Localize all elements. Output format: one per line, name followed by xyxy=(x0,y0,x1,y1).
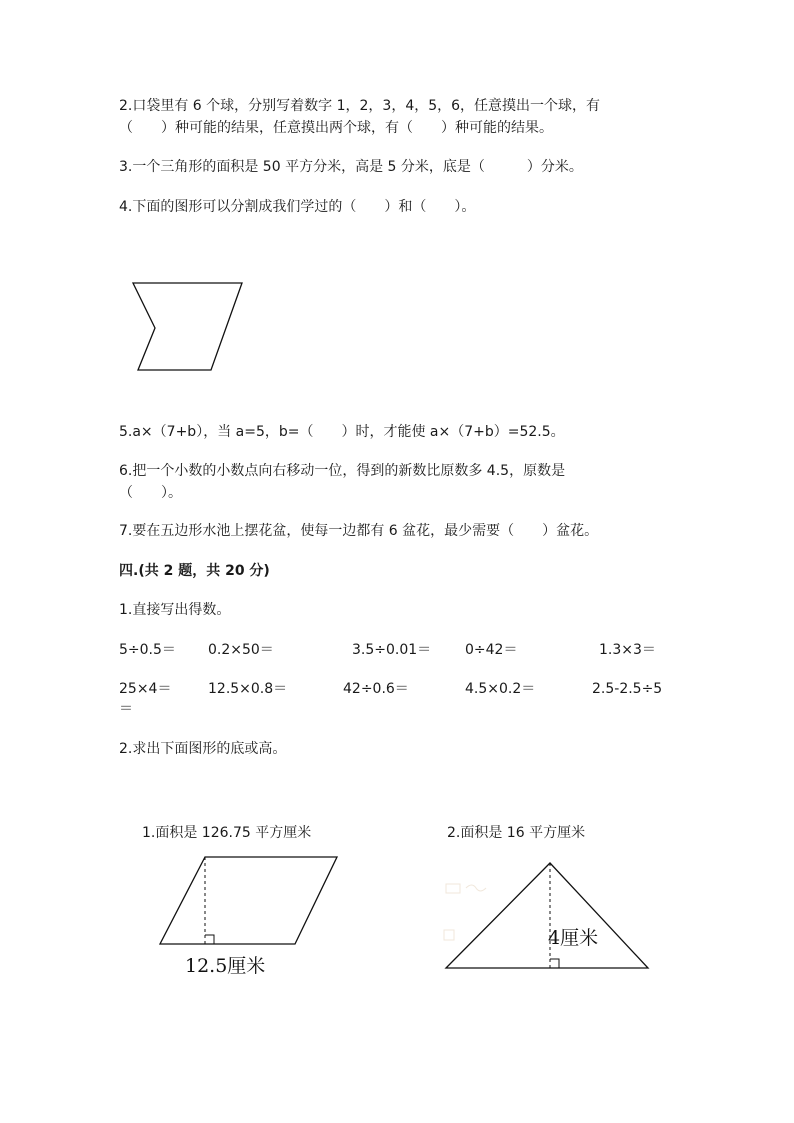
calc-item: 0÷42＝ xyxy=(465,642,518,658)
question-6-line-1: 6.把一个小数的小数点向右移动一位，得到的新数比原数多 4.5，原数是 xyxy=(119,463,566,479)
parallelogram-outline xyxy=(160,857,337,944)
calc-item: 42÷0.6＝ xyxy=(343,681,409,697)
question-2-line-2: （ ）种可能的结果，任意摸出两个球，有（ ）种可能的结果。 xyxy=(119,120,553,136)
calc-item: 12.5×0.8＝ xyxy=(208,681,288,697)
section-4-subquestion-2: 2.求出下面图形的底或高。 xyxy=(119,741,287,757)
section-4-title: 四.(共 2 题，共 20 分) xyxy=(119,563,270,579)
calc-item: 5÷0.5＝ xyxy=(119,642,176,658)
calc-item: 25×4＝ xyxy=(119,681,172,697)
triangle-figure xyxy=(440,860,660,988)
triangle-height-label: 4厘米 xyxy=(548,927,599,949)
calc-item: 4.5×0.2＝ xyxy=(465,681,536,697)
faint-background-marks xyxy=(444,884,486,940)
section-4-subquestion-1: 1.直接写出得数。 xyxy=(119,602,231,618)
question-6-line-2: （ ）。 xyxy=(119,485,182,501)
triangle-outline xyxy=(446,863,648,968)
figure-1-caption: 1.面积是 126.75 平方厘米 xyxy=(142,825,312,841)
notched-parallelogram-figure xyxy=(128,278,248,374)
parallelogram-figure xyxy=(155,852,345,982)
calc-item: 3.5÷0.01＝ xyxy=(352,642,432,658)
question-5: 5.a×（7+b），当 a=5，b=（ ）时，才能使 a×（7+b）=52.5。 xyxy=(119,424,565,440)
calc-item-wrap: ＝ xyxy=(119,701,133,717)
right-angle-mark xyxy=(205,935,214,944)
question-4: 4.下面的图形可以分割成我们学过的（ ）和（ ）。 xyxy=(119,199,476,215)
question-7: 7.要在五边形水池上摆花盆，使每一边都有 6 盆花，最少需要（ ）盆花。 xyxy=(119,523,599,539)
question-3: 3.一个三角形的面积是 50 平方分米，高是 5 分米，底是（ ）分米。 xyxy=(119,159,583,175)
question-2-line-1: 2.口袋里有 6 个球，分别写着数字 1，2，3，4，5，6，任意摸出一个球，有 xyxy=(119,98,601,114)
notched-parallelogram-outline xyxy=(133,283,242,370)
calc-item: 0.2×50＝ xyxy=(208,642,274,658)
calc-item: 1.3×3＝ xyxy=(599,642,656,658)
right-angle-mark xyxy=(550,959,559,968)
figure-2-caption: 2.面积是 16 平方厘米 xyxy=(447,825,586,841)
calc-item: 2.5-2.5÷5 xyxy=(592,681,663,697)
parallelogram-base-label: 12.5厘米 xyxy=(185,955,266,977)
